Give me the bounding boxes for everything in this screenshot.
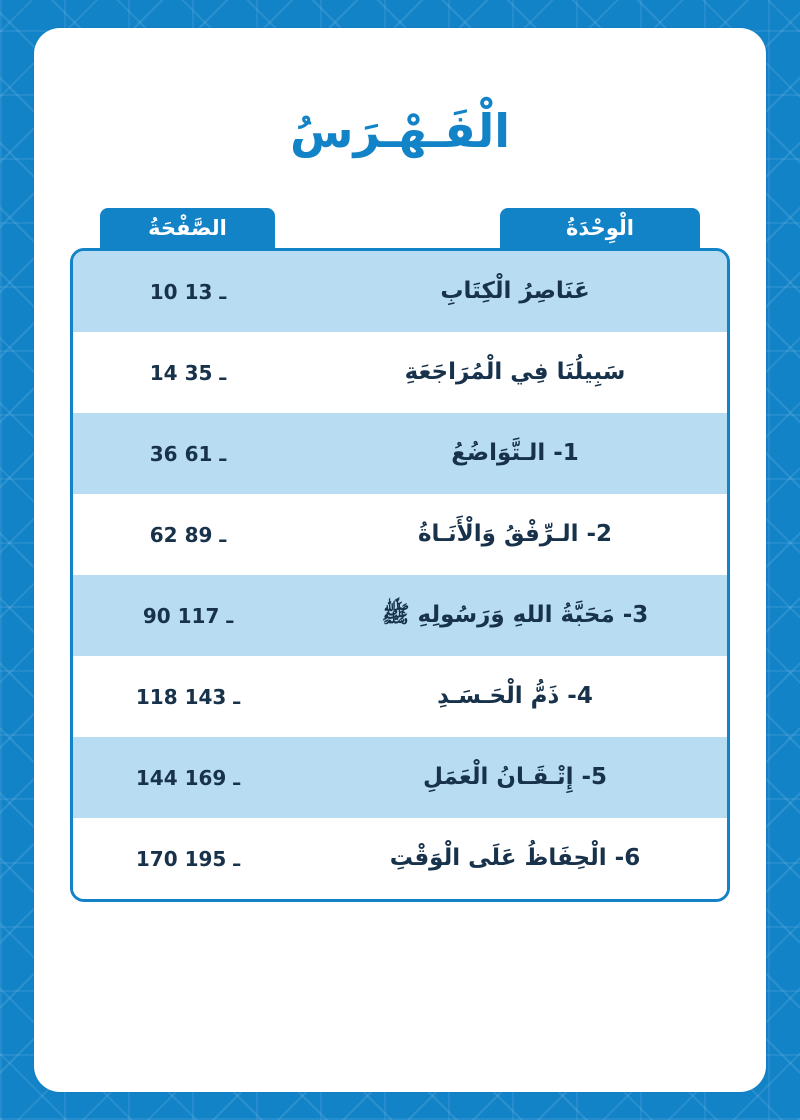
row-page-range: 144 ـ 169 <box>135 765 241 790</box>
row-page-range: 36 ـ 61 <box>149 441 227 466</box>
row-unit-title: 1- الـتَّوَاضُعُ <box>451 440 579 467</box>
row-page-range: 170 ـ 195 <box>135 846 241 871</box>
table-body <box>70 248 730 902</box>
row-unit-title: 3- مَحَبَّةُ اللهِ وَرَسُولِهِ ﷺ <box>381 602 649 629</box>
row-unit-title: 2- الـرِّفْقُ وَالْأَنَـاةُ <box>417 521 613 548</box>
row-unit-title: سَبِيلُنَا فِي الْمُرَاجَعَةِ <box>404 359 626 386</box>
table-row <box>73 413 727 494</box>
row-unit-title: 5- إِتْـقَـانُ الْعَمَلِ <box>422 764 608 791</box>
row-unit-title: عَنَاصِرُ الْكِتَابِ <box>440 278 590 305</box>
row-unit-title: 6- الْحِفَاظُ عَلَى الْوَقْتِ <box>389 845 641 872</box>
table-row <box>73 332 727 413</box>
table-of-contents <box>70 208 730 902</box>
table-row <box>73 818 727 899</box>
table-row <box>73 494 727 575</box>
row-unit-title: 4- ذَمُّ الْحَـسَـدِ <box>437 683 593 710</box>
column-header-unit: الْوِحْدَةُ <box>500 208 700 248</box>
table-header-row <box>70 208 730 248</box>
row-page-range: 118 ـ 143 <box>135 684 241 709</box>
table-row <box>73 575 727 656</box>
table-row <box>73 656 727 737</box>
column-header-page: الصَّفْحَةُ <box>100 208 275 248</box>
row-page-range: 10 ـ 13 <box>149 279 227 304</box>
row-page-range: 14 ـ 35 <box>149 360 227 385</box>
page-title: الْفَـهْـرَسُ <box>289 104 511 158</box>
row-page-range: 62 ـ 89 <box>149 522 227 547</box>
row-page-range: 90 ـ 117 <box>142 603 234 628</box>
table-row <box>73 251 727 332</box>
table-row <box>73 737 727 818</box>
page-sheet <box>34 28 766 1092</box>
